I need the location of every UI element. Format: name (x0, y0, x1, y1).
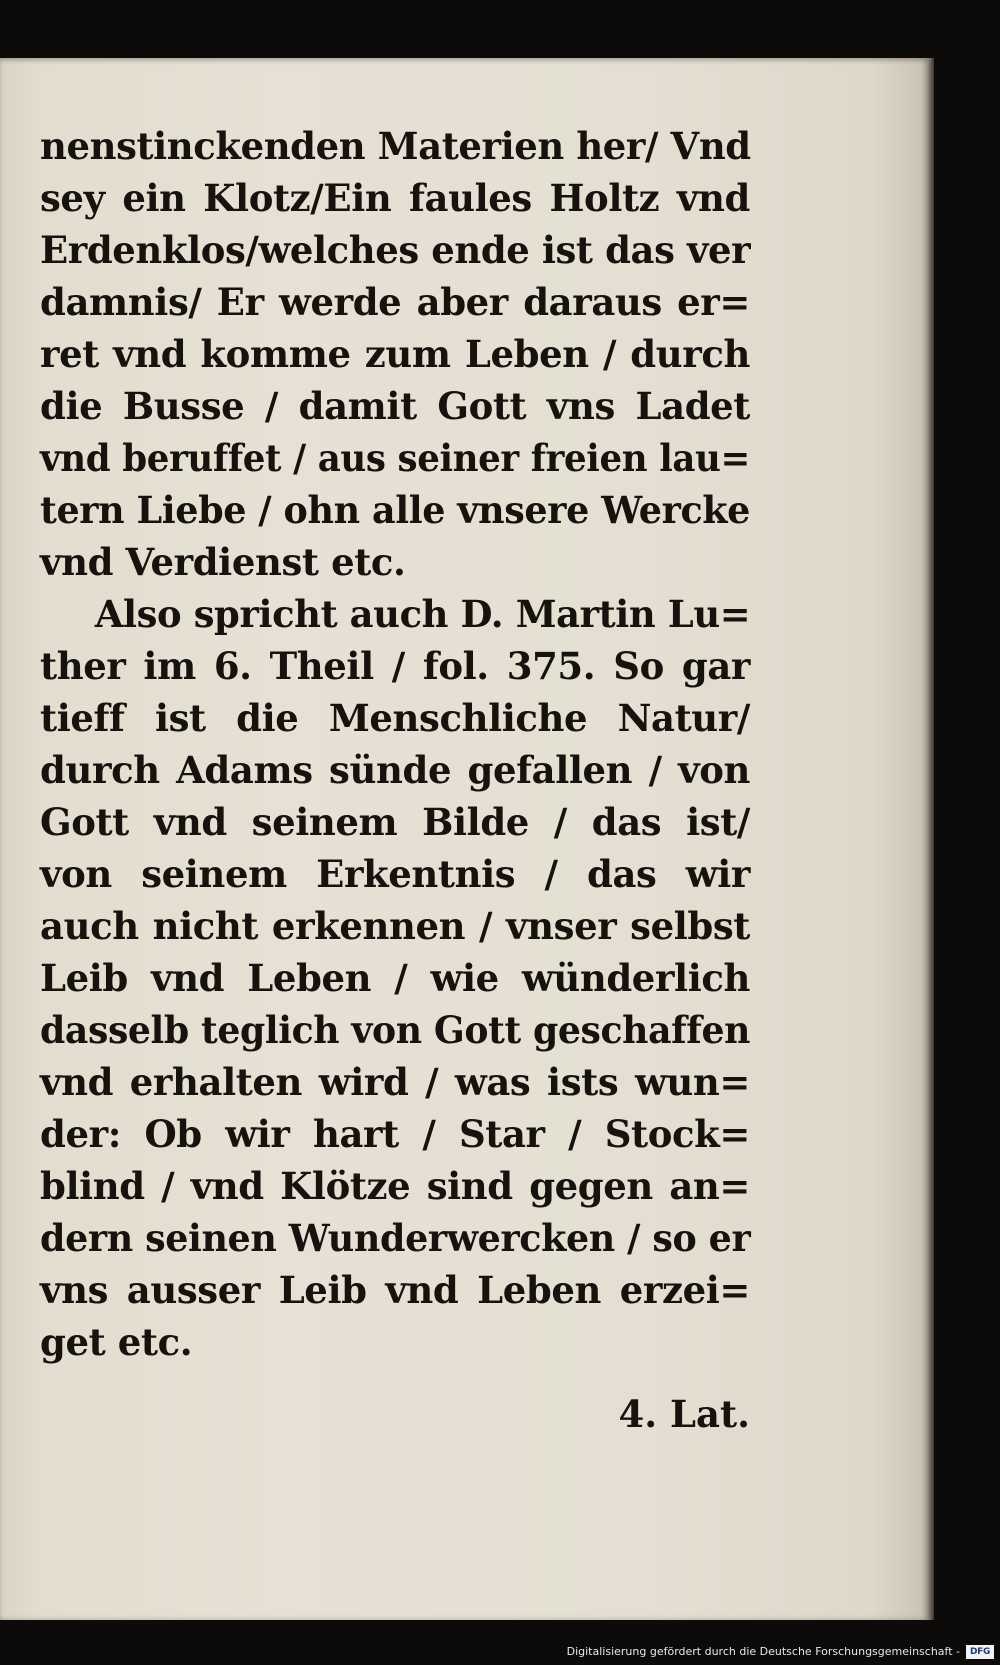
text-line: von seinem Erkentnis / das wir (40, 852, 750, 896)
text-line: damnis/ Er werde aber daraus er= (40, 280, 750, 324)
text-line: Gott vnd seinem Bilde / das ist/ (40, 800, 750, 844)
catchword: 4. Lat. (618, 1392, 750, 1436)
funding-credit: Digitalisierung gefördert durch die Deutsche Forschungsgemeinschaft - (566, 1645, 960, 1658)
dfg-logo: DFG (966, 1645, 994, 1659)
text-line: blind / vnd Klötze sind gegen an= (40, 1164, 750, 1208)
text-line: die Busse / damit Gott vns Ladet (40, 384, 750, 428)
text-line: vnd Verdienst etc. (40, 540, 406, 584)
text-line: nenstinckenden Materien her/ Vnd (40, 124, 751, 168)
text-line: der: Ob wir hart / Star / Stock= (40, 1112, 750, 1156)
text-line: tieff ist die Menschliche Natur/ (40, 696, 750, 740)
text-line: Leib vnd Leben / wie wünderlich (40, 956, 750, 1000)
footer-bar (0, 1640, 1000, 1665)
text-line: get etc. (40, 1320, 193, 1364)
text-line: dasselb teglich von Gott geschaffen (40, 1008, 751, 1052)
text-line: auch nicht erkennen / vnser selbst (40, 904, 750, 948)
paragraph-start-line: Also spricht auch D. Martin Lu= (94, 592, 751, 636)
text-line: sey ein Klotz/Ein faules Holtz vnd (40, 176, 750, 220)
text-line: ther im 6. Theil / fol. 375. So gar (40, 644, 750, 688)
page-text-block (40, 120, 750, 1368)
text-line: vns ausser Leib vnd Leben erzei= (40, 1268, 750, 1312)
text-line: tern Liebe / ohn alle vnsere Wercke (40, 488, 750, 532)
text-line: durch Adams sünde gefallen / von (40, 748, 750, 792)
text-line: dern seinen Wunderwercken / so er (40, 1216, 751, 1260)
text-line: ret vnd komme zum Leben / durch (40, 332, 750, 376)
page-edge (928, 58, 934, 1620)
text-line: vnd erhalten wird / was ists wun= (40, 1060, 750, 1104)
text-line: vnd beruffet / aus seiner freien lau= (40, 436, 750, 480)
text-line: Erdenklos/welches ende ist das ver (40, 228, 751, 272)
